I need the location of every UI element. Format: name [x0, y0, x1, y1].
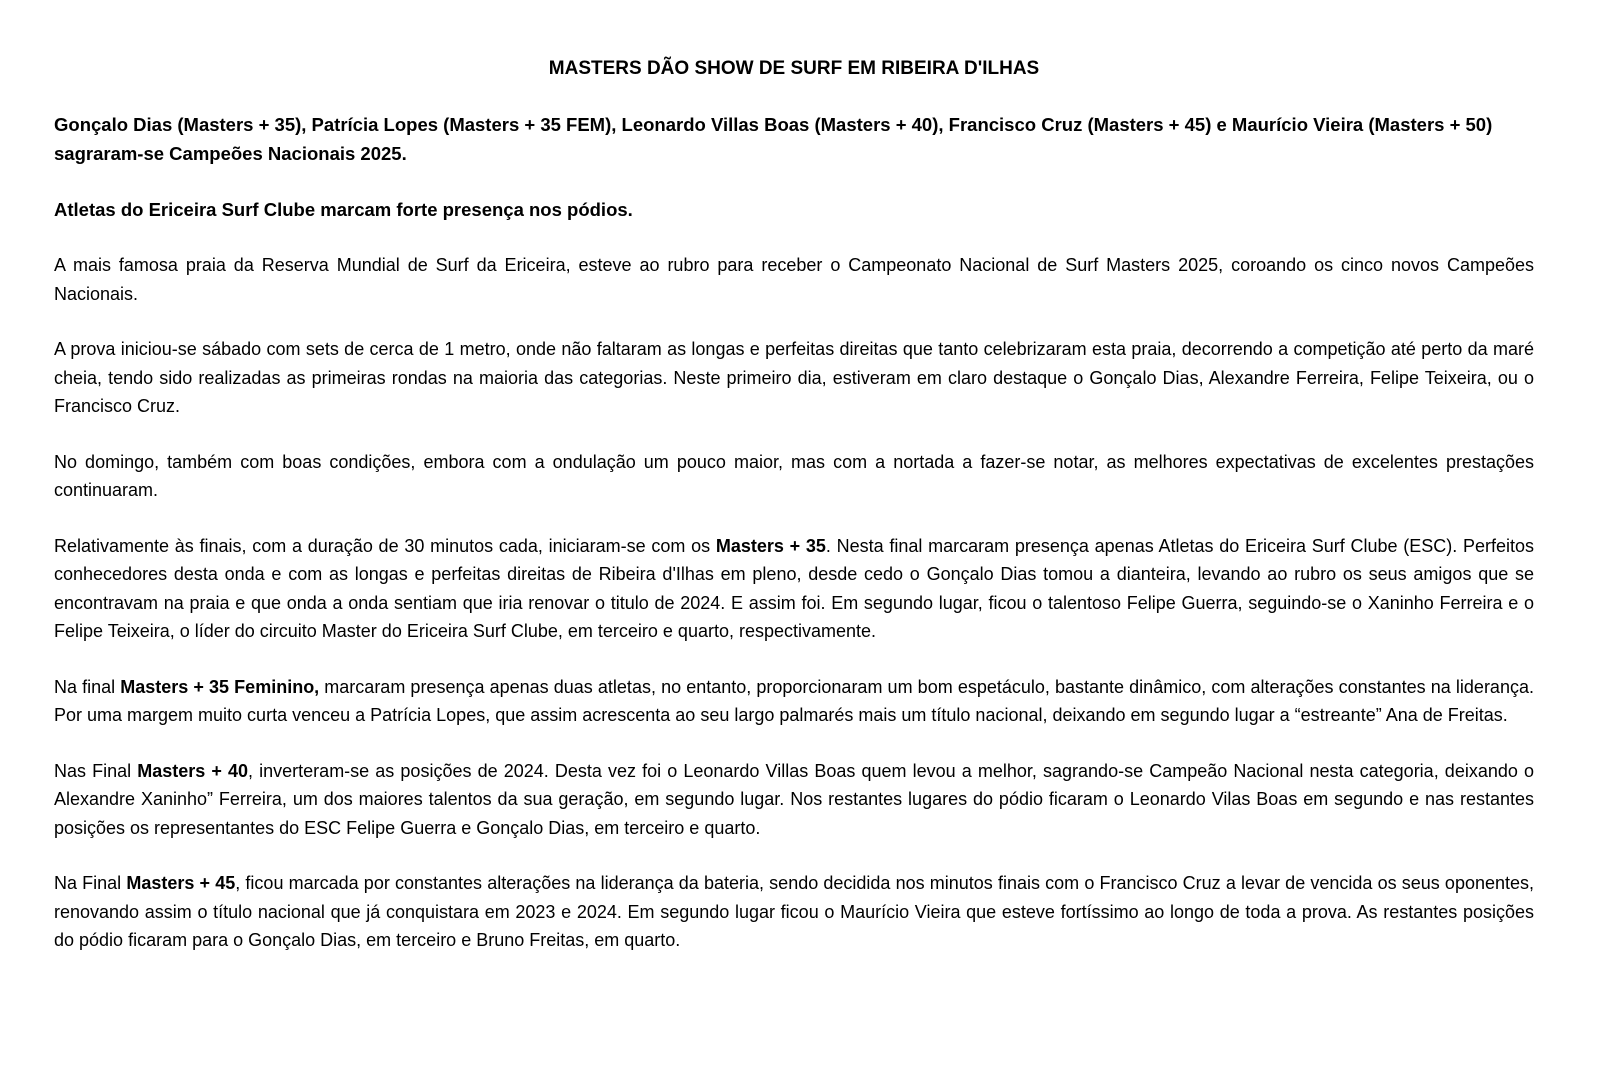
lead-champions: Gonçalo Dias (Masters + 35), Patrícia Lopes (Masters + 35 FEM), Leonardo Villas Boas (Masters + 40), Francisco Cruz (Masters + 45) e Maurício Vieira (Masters + 50) sagraram-se Campeões Nacionais 2025. — [54, 114, 1493, 164]
lead-club-presence: Atletas do Ericeira Surf Clube marcam forte presença nos pódios. — [54, 199, 633, 220]
paragraph-intro: A mais famosa praia da Reserva Mundial de Surf da Ericeira, esteve ao rubro para receber o Campeonato Nacional de Surf Masters 2025, coroando os cinco novos Campeões Nacionais. — [54, 255, 1534, 304]
text-run: . Nesta final marcaram presença apenas Atletas do Ericeira Surf Clube (ESC). Perfeitos conhecedores desta onda e com as longas e perfeitas direitas de Ribeira d'Ilhas em pleno, desde cedo o Gonçalo Dias tomou a dianteira, levando ao rubro os seus amigos que se encontravam na praia e que onda a onda sentiam que iria renovar o titulo de 2024. E assim foi. Em segundo lugar, ficou o talentoso Felipe Guerra, seguindo-se o Xaninho Ferreira e o Felipe Teixeira, o líder do circuito Master do Ericeira Surf Clube, em terceiro e quarto, respectivamente. — [54, 535, 1534, 641]
text-run: , inverteram-se as posições de 2024. Desta vez foi o Leonardo Villas Boas quem levou a melhor, sagrando-se Campeão Nacional nesta categoria, deixando o Alexandre Xaninho” Ferreira, um dos maiores talentos da sua geração, em segundo lugar. Nos restantes lugares do pódio ficaram o Leonardo Vilas Boas em segundo e nas restantes posições os representantes do ESC Felipe Guerra e Gonçalo Dias, em terceiro e quarto. — [54, 760, 1534, 838]
paragraph-masters-45 — [54, 869, 1534, 955]
text-run: Na Final — [54, 873, 127, 893]
text-run: Nas Final — [54, 760, 138, 781]
text-run: marcaram presença apenas duas atletas, no entanto, proporcionaram um bom espetáculo, bastante dinâmico, com alterações constantes na liderança. Por uma margem muito curta venceu a Patrícia Lopes, que assim acrescenta ao seu largo palmarés mais um título nacional, deixando em segundo lugar a “estreante” Ana de Freitas. — [54, 676, 1534, 725]
category-masters-35-feminino: Masters + 35 Feminino, — [120, 676, 320, 697]
paragraph-masters-35-feminino — [54, 673, 1534, 730]
text-run: Na final — [54, 676, 121, 697]
paragraph-sunday: No domingo, também com boas condições, embora com a ondulação um pouco maior, mas com a nortada a fazer-se notar, as melhores expectativas de excelentes prestações continuaram. — [54, 451, 1534, 500]
text-run: Relativamente às finais, com a duração de 30 minutos cada, iniciaram-se com os — [54, 535, 716, 556]
paragraph-masters-35 — [54, 532, 1534, 646]
category-masters-45: Masters + 45 — [126, 873, 236, 893]
category-masters-40: Masters + 40 — [137, 760, 249, 781]
document-page — [54, 54, 1534, 982]
category-masters-35: Masters + 35 — [715, 535, 826, 556]
paragraph-masters-40 — [54, 757, 1534, 843]
text-run: , ficou marcada por constantes alterações na liderança da bateria, sendo decidida nos minutos finais com o Francisco Cruz a levar de vencida os seus oponentes, renovando assim o título nacional que já conquistara em 2023 e 2024. Em segundo lugar ficou o Maurício Vieira que esteve fortíssimo ao longo de toda a prova. As restantes posições do pódio ficaram para o Gonçalo Dias, em terceiro e Bruno Freitas, em quarto. — [54, 873, 1535, 950]
paragraph-saturday: A prova iniciou-se sábado com sets de cerca de 1 metro, onde não faltaram as longas e perfeitas direitas que tanto celebrizaram esta praia, decorrendo a competição até perto da maré cheia, tendo sido realizadas as primeiras rondas na maioria das categorias. Neste primeiro dia, estiveram em claro destaque o Gonçalo Dias, Alexandre Ferreira, Felipe Teixeira, ou o Francisco Cruz. — [54, 339, 1534, 416]
article-title: MASTERS DÃO SHOW DE SURF EM RIBEIRA D'ILHAS — [548, 58, 1040, 79]
